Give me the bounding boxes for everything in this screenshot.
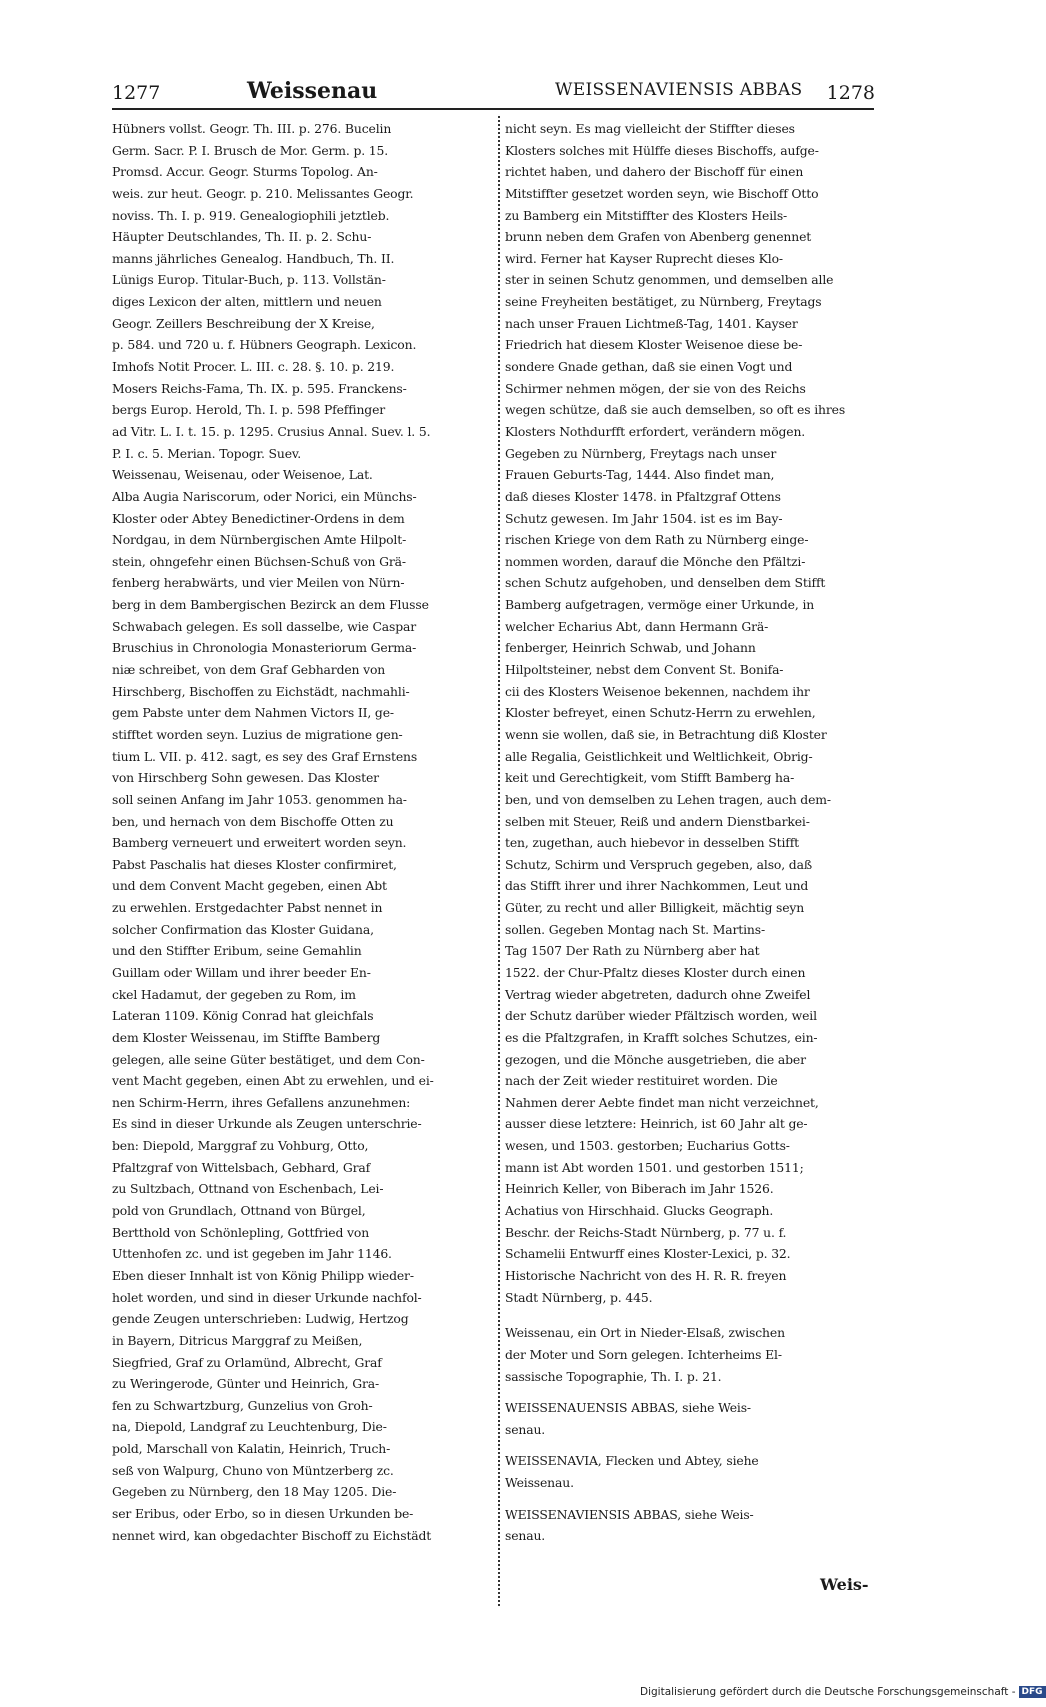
left-column-line: Kloster oder Abtey Benedictiner-Ordens in dem [112, 510, 405, 526]
right-column-line: Schutz gewesen. Im Jahr 1504. ist es im Bay- [505, 510, 783, 526]
left-column-line: na, Diepold, Landgraf zu Leuchtenburg, Die- [112, 1419, 387, 1435]
left-column-line: ben: Diepold, Marggraf zu Vohburg, Otto, [112, 1138, 369, 1154]
entry-line: Weissenau, ein Ort in Nieder-Elsaß, zwischen [505, 1325, 785, 1341]
left-column-line: Imhofs Notit Procer. L. III. c. 28. §. 10. p. 219. [112, 359, 395, 375]
right-column-line: Kloster befreyet, einen Schutz-Herrn zu erwehlen, [505, 705, 816, 721]
left-column-line: Alba Augia Nariscorum, oder Norici, ein Münchs- [112, 488, 417, 504]
right-column-line: Schamelii Entwurff eines Kloster-Lexici, p. 32. [505, 1246, 791, 1262]
right-column-line: Achatius von Hirschhaid. Glucks Geograph. [505, 1203, 774, 1219]
left-column-line: Schwabach gelegen. Es soll dasselbe, wie Caspar [112, 618, 417, 634]
footer-text: Digitalisierung gefördert durch die Deutsche Forschungsgemeinschaft - [640, 1686, 1016, 1698]
left-column-line: gem Pabste unter dem Nahmen Victors II, ge- [112, 705, 394, 721]
right-column-line: ster in seinen Schutz genommen, und demselben alle [505, 272, 834, 288]
left-column-line: Lünigs Europ. Titular-Buch, p. 113. Vollstän- [112, 272, 386, 288]
right-column-line: der Schutz darüber wieder Pfältzisch worden, weil [505, 1008, 817, 1024]
right-column-line: Historische Nachricht von des H. R. R. freyen [505, 1267, 787, 1283]
left-column-line: und den Stiffter Eribum, seine Gemahlin [112, 943, 362, 959]
left-column-line: zu erwehlen. Erstgedachter Pabst nennet in [112, 900, 383, 916]
left-running-title: Weissenau [247, 78, 378, 104]
entry-line: der Moter und Sorn gelegen. Ichterheims El- [505, 1346, 782, 1362]
left-column-line: pold von Grundlach, Ottnand von Bürgel, [112, 1203, 366, 1219]
left-column-line: ser Eribus, oder Erbo, so in diesen Urkunden be- [112, 1506, 414, 1521]
right-running-head [555, 78, 875, 108]
right-column-line: nach unser Frauen Lichtmeß-Tag, 1401. Kayser [505, 315, 798, 331]
right-column-line: alle Regalia, Geistlichkeit und Weltlichkeit, Obrig- [505, 748, 813, 764]
left-column-line: fenberg herabwärts, und vier Meilen von Nürn- [112, 575, 405, 591]
right-column-line: es die Pfaltzgrafen, in Krafft solches Schutzes, ein- [505, 1029, 818, 1045]
right-column-line: wenn sie wollen, daß sie, in Betrachtung diß Kloster [505, 726, 827, 742]
left-column-line: gende Zeugen unterschrieben: Ludwig, Hertzog [112, 1311, 409, 1327]
left-column-line: Weissenau, Weisenau, oder Weisenoe, Lat. [112, 467, 373, 483]
right-text-column [505, 118, 877, 1547]
left-column-line: berg in dem Bambergischen Bezirck an dem Flusse [112, 597, 429, 613]
left-column-line: soll seinen Anfang im Jahr 1053. genommen ha- [112, 791, 407, 807]
dfg-logo: DFG [1019, 1686, 1046, 1698]
right-column-line: schen Schutz aufgehoben, und denselben dem Stifft [505, 575, 826, 591]
right-column-line: nicht seyn. Es mag vielleicht der Stiffter dieses [505, 121, 795, 136]
right-column-line: Tag 1507 Der Rath zu Nürnberg aber hat [505, 943, 760, 959]
right-column-line: Friedrich hat diesem Kloster Weisenoe diese be- [505, 337, 803, 353]
left-text-column [112, 118, 492, 1546]
left-column-line: Hirschberg, Bischoffen zu Eichstädt, nachmahli- [112, 683, 410, 699]
dictionary-entry [505, 1504, 877, 1547]
entry-line: sassische Topographie, Th. I. p. 21. [505, 1368, 722, 1384]
left-column-line: nen Schirm-Herrn, ihres Gefallens anzunehmen: [112, 1094, 411, 1110]
left-column-line: Gegeben zu Nürnberg, den 18 May 1205. Die- [112, 1484, 397, 1500]
left-page-number: 1277 [112, 82, 161, 104]
left-column-line: Bertthold von Schönlepling, Gottfried von [112, 1224, 370, 1240]
left-column-line: und dem Convent Macht gegeben, einen Abt [112, 878, 387, 894]
right-column-line: gezogen, und die Mönche ausgetrieben, die aber [505, 1051, 806, 1067]
right-column-line: Klosters solches mit Hülffe dieses Bischoffs, aufge- [505, 142, 819, 158]
left-column-line: ad Vitr. L. I. t. 15. p. 1295. Crusius Annal. Suev. l. 5. [112, 423, 431, 439]
right-entries [505, 1322, 877, 1547]
right-column-line: 1522. der Chur-Pfaltz dieses Kloster durch einen [505, 964, 806, 980]
right-column-line: seine Freyheiten bestätiget, zu Nürnberg, Freytags [505, 294, 822, 310]
right-column-line: wird. Ferner hat Kayser Ruprecht dieses Klo- [505, 250, 783, 266]
right-column-line: sollen. Gegeben Montag nach St. Martins- [505, 921, 766, 937]
right-column-line: Gegeben zu Nürnberg, Freytags nach unser [505, 445, 777, 461]
right-column-line: daß dieses Kloster 1478. in Pfaltzgraf Ottens [505, 488, 781, 504]
right-column-line: selben mit Steuer, Reiß und andern Dienstbarkei- [505, 813, 810, 829]
left-column-line: bergs Europ. Herold, Th. I. p. 598 Pfeffinger [112, 402, 386, 418]
left-column-line: Es sind in dieser Urkunde als Zeugen unterschrie- [112, 1116, 422, 1132]
entry-line: WEISSENAVIA, Flecken und Abtey, siehe [505, 1453, 759, 1469]
left-column-line: Mosers Reichs-Fama, Th. IX. p. 595. Franckens- [112, 380, 407, 396]
left-column-line: solcher Confirmation das Kloster Guidana, [112, 921, 374, 937]
column-divider [498, 116, 500, 1606]
left-column-line: P. I. c. 5. Merian. Topogr. Suev. [112, 445, 302, 461]
left-column-line: seß von Walpurg, Chuno von Müntzerberg zc. [112, 1462, 394, 1478]
entry-line: WEISSENAVIENSIS ABBAS, siehe Weis- [505, 1506, 754, 1522]
right-column-line: sondere Gnade gethan, daß sie einen Vogt und [505, 359, 793, 375]
dictionary-entry [505, 1397, 877, 1440]
left-column-line: Häupter Deutschlandes, Th. II. p. 2. Schu- [112, 229, 372, 245]
right-column-line: richtet haben, und dahero der Bischoff für einen [505, 164, 804, 180]
left-column-line: vent Macht gegeben, einen Abt zu erwehlen, und ei- [112, 1073, 434, 1089]
left-column-line: stifftet worden seyn. Luzius de migratione gen- [112, 726, 403, 742]
right-column-line: zu Bamberg ein Mitstiffter des Klosters Heils- [505, 207, 788, 223]
right-column-line: Heinrich Keller, von Biberach im Jahr 1526. [505, 1181, 774, 1197]
entry-line: Weissenau. [505, 1475, 574, 1491]
left-column-line: Hübners vollst. Geogr. Th. III. p. 276. Bucelin [112, 121, 392, 136]
entry-line: WEISSENAUENSIS ABBAS, siehe Weis- [505, 1400, 751, 1416]
right-column-line: brunn neben dem Grafen von Abenberg genennet [505, 229, 812, 245]
left-column-line: holet worden, und sind in dieser Urkunde nachfol- [112, 1289, 422, 1305]
right-column-line: ben, und von demselben zu Lehen tragen, auch dem- [505, 791, 831, 807]
left-column-line: Nordgau, in dem Nürnbergischen Amte Hilpolt- [112, 532, 407, 548]
right-column-line: Stadt Nürnberg, p. 445. [505, 1289, 653, 1305]
left-column-line: dem Kloster Weissenau, im Stiffte Bamberg [112, 1029, 381, 1045]
dictionary-entry [505, 1322, 877, 1387]
dictionary-entry [505, 1450, 877, 1493]
left-column-line: diges Lexicon der alten, mittlern und neuen [112, 294, 382, 310]
right-column-line: Mitstiffter gesetzet worden seyn, wie Bischoff Otto [505, 185, 819, 201]
left-column-line: Bruschius in Chronologia Monasteriorum Germa- [112, 640, 417, 656]
right-column-line: Güter, zu recht und aller Billigkeit, mächtig seyn [505, 900, 805, 916]
right-column-line: ten, zugethan, auch hiebevor in desselben Stifft [505, 835, 799, 851]
right-column-line: fenberger, Heinrich Schwab, und Johann [505, 640, 756, 656]
right-column-line: wesen, und 1503. gestorben; Eucharius Gotts- [505, 1138, 790, 1154]
catchword: Weis- [820, 1575, 869, 1594]
right-column-line: keit und Gerechtigkeit, vom Stifft Bamberg ha- [505, 770, 795, 786]
entry-line: senau. [505, 1421, 546, 1437]
left-column-line: Bamberg verneuert und erweitert worden seyn. [112, 835, 407, 851]
left-column-line: ckel Hadamut, der gegeben zu Rom, im [112, 986, 356, 1002]
left-column-line: Uttenhofen zc. und ist gegeben im Jahr 1146. [112, 1246, 392, 1262]
left-column-line: Germ. Sacr. P. I. Brusch de Mor. Germ. p. 15. [112, 142, 389, 158]
left-column-line: stein, ohngefehr einen Büchsen-Schuß von Grä- [112, 553, 406, 569]
right-column-line: wegen schütze, daß sie auch demselben, so oft es ihres [505, 402, 846, 418]
left-column-line: Pfaltzgraf von Wittelsbach, Gebhard, Graf [112, 1159, 371, 1175]
right-column-line: nommen worden, darauf die Mönche den Pfältzi- [505, 553, 806, 569]
left-column-line: tium L. VII. p. 412. sagt, es sey des Graf Ernstens [112, 748, 418, 764]
right-column-line: Klosters Nothdurfft erfordert, verändern mögen. [505, 423, 806, 439]
left-column-line: p. 584. und 720 u. f. Hübners Geograph. Lexicon. [112, 337, 417, 353]
right-column-line: Frauen Geburts-Tag, 1444. Also findet man, [505, 467, 775, 483]
right-column-line: nach der Zeit wieder restituiret worden. Die [505, 1073, 778, 1089]
right-column-line: rischen Kriege von dem Rath zu Nürnberg einge- [505, 532, 809, 548]
right-column-line: Hilpoltsteiner, nebst dem Convent St. Bonifa- [505, 662, 784, 678]
left-running-head [112, 78, 492, 108]
left-column-line: Guillam oder Willam und ihrer beeder En- [112, 964, 371, 980]
entry-line: senau. [505, 1528, 546, 1544]
right-column-line: cii des Klosters Weisenoe bekennen, nachdem ihr [505, 683, 810, 699]
left-column-line: Geogr. Zeillers Beschreibung der X Kreise, [112, 315, 375, 331]
right-column-line: Nahmen derer Aebte findet man nicht verzeichnet, [505, 1094, 819, 1110]
left-column-line: Siegfried, Graf zu Orlamünd, Albrecht, Graf [112, 1354, 382, 1370]
left-column-line: gelegen, alle seine Güter bestätiget, und dem Con- [112, 1051, 425, 1067]
right-column-line: Beschr. der Reichs-Stadt Nürnberg, p. 77 u. f. [505, 1224, 787, 1240]
left-column-line: Lateran 1109. König Conrad hat gleichfals [112, 1008, 374, 1024]
left-column-line: manns jährliches Genealog. Handbuch, Th. II. [112, 250, 395, 266]
left-column-line: in Bayern, Ditricus Marggraf zu Meißen, [112, 1332, 363, 1348]
right-page-number: 1278 [826, 82, 875, 104]
left-column-line: Pabst Paschalis hat dieses Kloster confirmiret, [112, 856, 397, 872]
left-column-line: fen zu Schwartzburg, Gunzelius von Groh- [112, 1397, 373, 1413]
right-running-title: WEISSENAVIENSIS ABBAS [555, 80, 803, 100]
left-column-line: ben, und hernach von dem Bischoffe Otten zu [112, 813, 394, 829]
header-rule [112, 108, 874, 110]
left-column-line: zu Weringerode, Günter und Heinrich, Gra- [112, 1376, 380, 1392]
left-column-line: von Hirschberg Sohn gewesen. Das Kloster [112, 770, 379, 786]
right-column-line: das Stifft ihrer und ihrer Nachkommen, Leut und [505, 878, 809, 894]
right-column-line: Bamberg aufgetragen, vermöge einer Urkunde, in [505, 597, 815, 613]
right-column-line: mann ist Abt worden 1501. und gestorben 1511; [505, 1159, 804, 1175]
left-column-line: nennet wird, kan obgedachter Bischoff zu Eichstädt [112, 1527, 432, 1543]
left-column-line: noviss. Th. I. p. 919. Genealogiophili jetztleb. [112, 207, 390, 223]
right-column-line: Vertrag wieder abgetreten, dadurch ohne Zweifel [505, 986, 811, 1002]
right-column-line: ausser diese letztere: Heinrich, ist 60 Jahr alt ge- [505, 1116, 808, 1132]
left-column-line: pold, Marschall von Kalatin, Heinrich, Truch- [112, 1441, 391, 1457]
left-column-line: Eben dieser Innhalt ist von König Philipp wieder- [112, 1267, 414, 1283]
right-column-line: Schutz, Schirm und Verspruch gegeben, also, daß [505, 856, 812, 872]
right-column-line: Schirmer nehmen mögen, der sie von des Reichs [505, 380, 806, 396]
right-column-line: welcher Echarius Abt, dann Hermann Grä- [505, 618, 769, 634]
left-column-line: niæ schreibet, von dem Graf Gebharden von [112, 662, 386, 678]
left-column-line: zu Sultzbach, Ottnand von Eschenbach, Lei- [112, 1181, 384, 1197]
right-main-text [505, 118, 877, 1308]
left-column-line: Promsd. Accur. Geogr. Sturms Topolog. An- [112, 164, 378, 180]
left-column-line: weis. zur heut. Geogr. p. 210. Melissantes Geogr. [112, 185, 414, 201]
digitization-footer [640, 1686, 1043, 1707]
